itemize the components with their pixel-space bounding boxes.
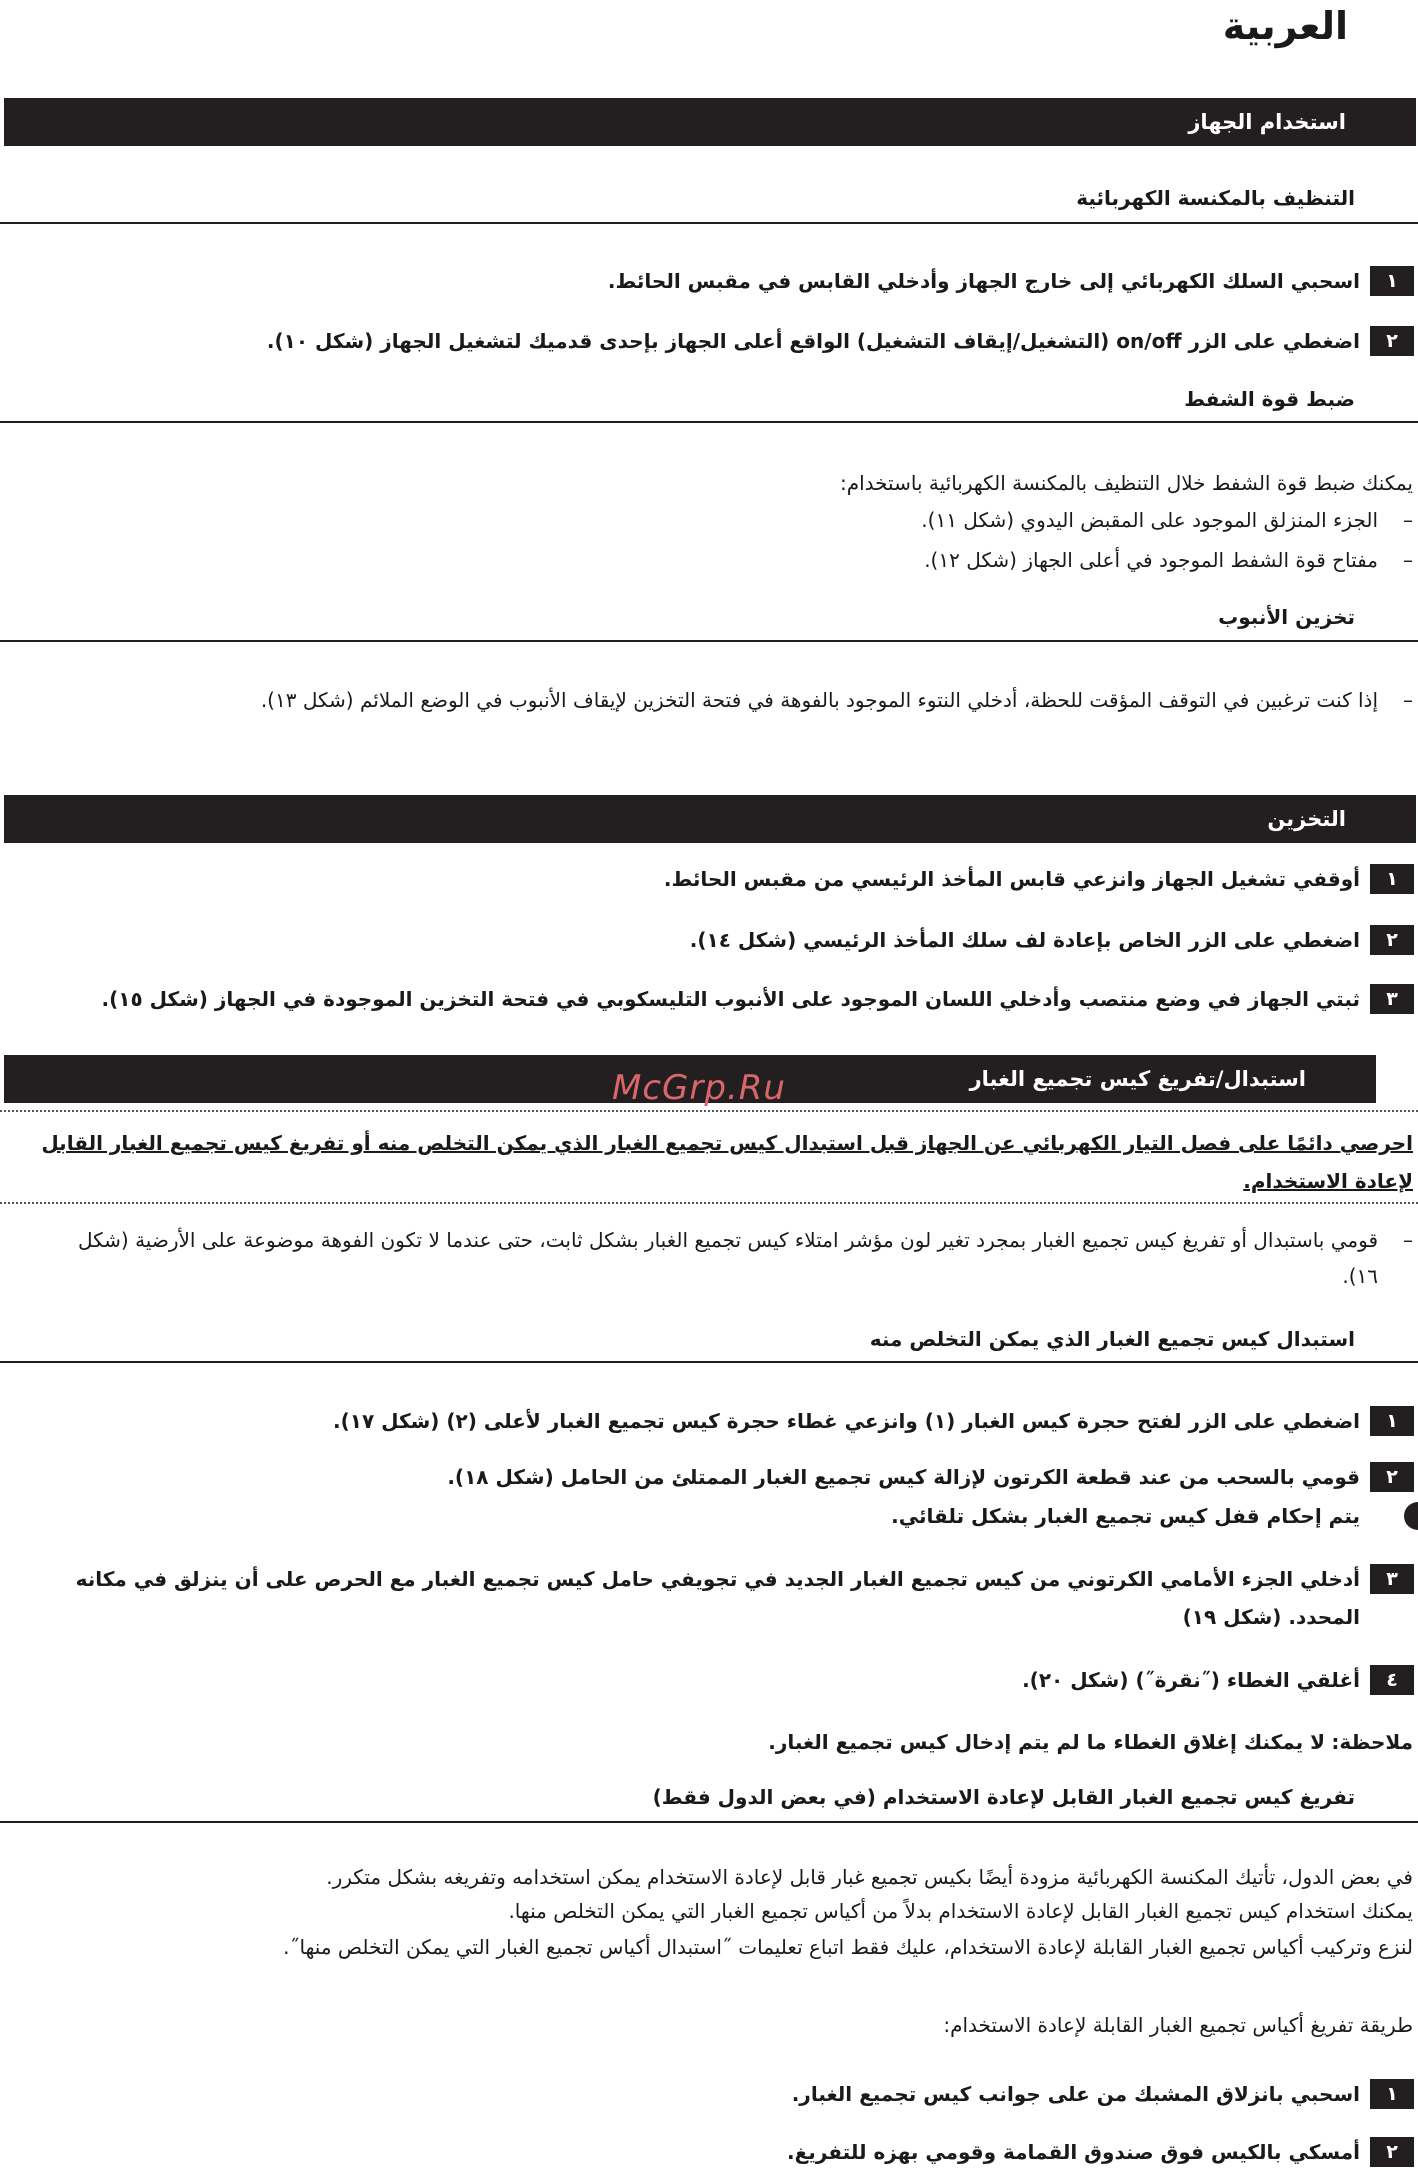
bullet-item [924, 543, 1413, 577]
step-text: أمسكي بالكيس فوق صندوق القمامة وقومي بهزه للتفريغ. [787, 2140, 1360, 2164]
note-text: لا يمكنك إغلاق الغطاء ما لم يتم إدخال كيس تجميع الغبار. [768, 1730, 1326, 1754]
warning-text: احرصي دائمًا على فصل التيار الكهربائي عن الجهاز قبل استبدال كيس تجميع الغبار الذي يمكن التخلص منه أو تفريغ كيس تجميع الغبار القابل لإعادة الاستخدام. [41, 1131, 1413, 1193]
subheading-suction: ضبط قوة الشفط [1184, 387, 1355, 411]
step-item [267, 322, 1414, 360]
bullet-item [921, 503, 1413, 537]
step-text: أوقفي تشغيل الجهاز وانزعي قابس المأخذ الرئيسي من مقبس الحائط. [663, 867, 1360, 891]
step-number: ٢ [1370, 326, 1414, 356]
watermark: McGrp.Ru [612, 1068, 786, 1108]
step-item [664, 860, 1414, 898]
step-number: ٢ [1370, 925, 1414, 955]
subheading-replace: استبدال كيس تجميع الغبار الذي يمكن التخلص منه [869, 1327, 1355, 1351]
step-text: أغلقي الغطاء (˝نقرة˝) (شكل ٢٠). [1022, 1668, 1360, 1692]
dash-bullet: – [1403, 1228, 1413, 1252]
section-header-dust-bag: استبدال/تفريغ كيس تجميع الغبار [4, 1055, 1376, 1103]
divider [0, 222, 1418, 224]
paragraph: يمكنك استخدام كيس تجميع الغبار القابل لإعادة الاستخدام بدلاً من أكياس تجميع الغبار التي يمكن التخلص منها. [508, 1899, 1413, 1923]
subheading-cleaning: التنظيف بالمكنسة الكهربائية [1076, 186, 1355, 210]
bullet-text: الجزء المنزلق الموجود على المقبض اليدوي (شكل ١١). [921, 508, 1378, 532]
step-item [608, 262, 1414, 300]
divider [0, 421, 1418, 423]
step-item [787, 2133, 1414, 2171]
bullet-item [58, 683, 1413, 717]
bullet-text: إذا كنت ترغبين في التوقف المؤقت للحظة، أدخلي النتوء الموجود بالفوهة في فتحة التخزين لإيقاف الأنبوب في الوضع الملائم (شكل ١٣). [260, 688, 1378, 712]
dotted-divider [0, 1202, 1418, 1204]
divider [0, 1361, 1418, 1363]
step-number: ٤ [1370, 1665, 1414, 1695]
dash-bullet: – [1403, 548, 1413, 572]
step-number: ١ [1370, 864, 1414, 894]
step-item [447, 1458, 1414, 1496]
step-number: ١ [1370, 266, 1414, 296]
step-text: أدخلي الجزء الأمامي الكرتوني من كيس تجميع الغبار الجديد في تجويفي حامل كيس تجميع الغبار مع الحرص على أن ينزلق في مكانه المحدد. (شكل ١٩) [75, 1567, 1360, 1629]
note [768, 1725, 1413, 1759]
result-bullet-icon [1404, 1502, 1418, 1530]
step-number: ١ [1370, 2079, 1414, 2109]
divider [0, 640, 1418, 642]
paragraph: في بعض الدول، تأتيك المكنسة الكهربائية مزودة أيضًا بكيس تجميع غبار قابل لإعادة الاستخدام يمكن استخدامه وتفريغه بشكل متكرر. [326, 1865, 1413, 1889]
paragraph: طريقة تفريغ أكياس تجميع الغبار القابلة لإعادة الاستخدام: [943, 2013, 1413, 2037]
step-text: قومي بالسحب من عند قطعة الكرتون لإزالة كيس تجميع الغبار الممتلئ من الحامل (شكل ١٨). [447, 1465, 1360, 1489]
step-text: اضغطي على الزر لفتح حجرة كيس الغبار (١) وانزعي غطاء حجرة كيس تجميع الغبار لأعلى (٢) (شكل ١٧). [333, 1409, 1360, 1433]
section-header-storage: التخزين [4, 795, 1416, 843]
step-note-text: يتم إحكام قفل كيس تجميع الغبار بشكل تلقائي. [891, 1504, 1360, 1528]
step-number: ٢ [1370, 1462, 1414, 1492]
step-number: ٣ [1370, 1564, 1414, 1594]
step-item [333, 1402, 1414, 1440]
step-text: اسحبي السلك الكهربائي إلى خارج الجهاز وأدخلي القابس في مقبس الحائط. [607, 269, 1360, 293]
dash-bullet: – [1403, 688, 1413, 712]
subheading-tube: تخزين الأنبوب [1218, 605, 1355, 629]
step-number: ٢ [1370, 2137, 1414, 2167]
step-text: اسحبي بانزلاق المشبك من على جوانب كيس تجميع الغبار. [791, 2082, 1360, 2106]
step-text: ثبتي الجهاز في وضع منتصب وأدخلي اللسان الموجود على الأنبوب التليسكوبي في فتحة التخزين الموجودة في الجهاز (شكل ١٥). [101, 987, 1360, 1011]
bullet-text: مفتاح قوة الشفط الموجود في أعلى الجهاز (شكل ١٢). [924, 548, 1378, 572]
dotted-divider [0, 1110, 1418, 1112]
language-title: العربية [1222, 4, 1348, 48]
step-item [792, 2075, 1414, 2113]
note-label: ملاحظة: [1331, 1730, 1413, 1754]
subheading-reusable: تفريغ كيس تجميع الغبار القابل لإعادة الاستخدام (في بعض الدول فقط) [652, 1785, 1355, 1809]
dash-bullet: – [1403, 508, 1413, 532]
section-header-use: استخدام الجهاز [4, 98, 1416, 146]
paragraph: لنزع وتركيب أكياس تجميع الغبار القابلة لإعادة الاستخدام، عليك فقط اتباع تعليمات ˝استبدال أكياس تجميع الغبار التي يمكن التخلص منها˝. [283, 1935, 1413, 1959]
step-item [101, 980, 1414, 1018]
paragraph: يمكنك ضبط قوة الشفط خلال التنظيف بالمكنسة الكهربائية باستخدام: [839, 471, 1413, 495]
step-note [891, 1497, 1360, 1535]
step-text: اضغطي على الزر الخاص بإعادة لف سلك المأخذ الرئيسي (شكل ١٤). [689, 928, 1360, 952]
step-item [1022, 1661, 1414, 1699]
bullet-text: قومي باستبدال أو تفريغ كيس تجميع الغبار بمجرد تغير لون مؤشر امتلاء كيس تجميع الغبار بشكل ثابت، حتى عندما لا تكون الفوهة موضوعة على الأرضية (شكل ١٦). [77, 1228, 1378, 1288]
bullet-item [38, 1222, 1413, 1294]
step-item [4, 1560, 1414, 1636]
step-number: ٣ [1370, 984, 1414, 1014]
step-number: ١ [1370, 1406, 1414, 1436]
divider [0, 1821, 1418, 1823]
step-item [690, 921, 1414, 959]
step-text: اضغطي على الزر on/off (التشغيل/إيقاف التشغيل) الواقع أعلى الجهاز بإحدى قدميك لتشغيل الجهاز (شكل ١٠). [266, 329, 1360, 353]
